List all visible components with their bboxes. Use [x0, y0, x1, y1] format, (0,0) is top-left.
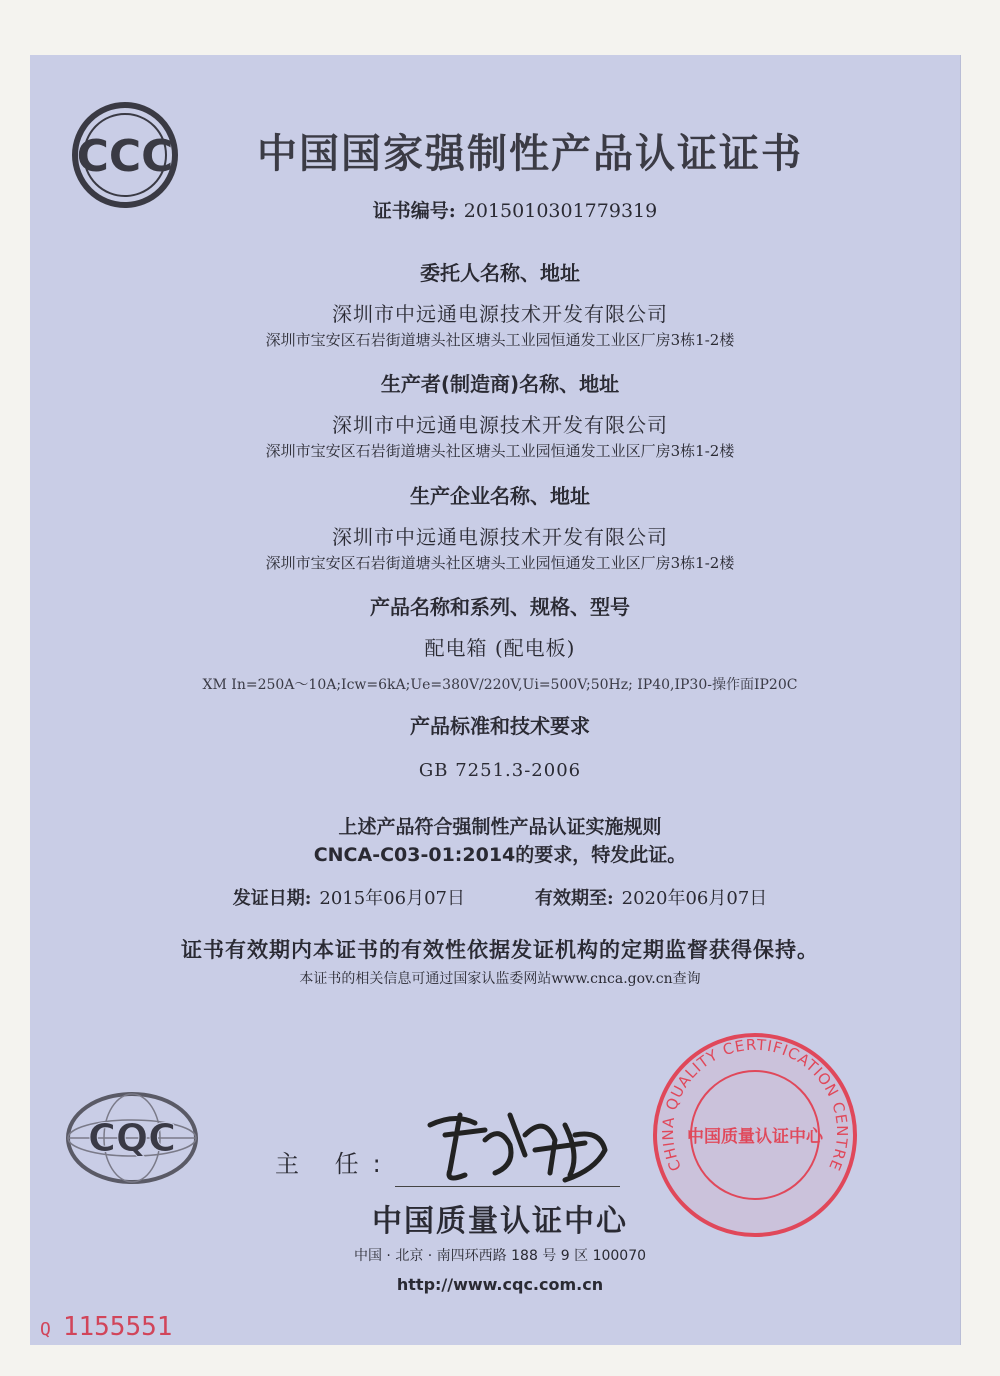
director-signature: [415, 1095, 615, 1190]
issue-date-label: 发证日期:: [232, 888, 312, 909]
certificate-title: 中国国家强制性产品认证证书: [257, 131, 803, 177]
standard-value: GB 7251.3-2006: [418, 760, 582, 781]
product-model: XM In=250A～10A;Icw=6kA;Ue=380V/220V,Ui=500V;50Hz; IP40,IP30-操作面IP20C: [202, 677, 798, 693]
serial-number: [40, 1312, 172, 1342]
organization-name: 中国质量认证中心: [372, 1204, 628, 1239]
serial-prefix: Q: [40, 1319, 51, 1340]
applicant-address: 深圳市宝安区石岩街道塘头社区塘头工业园恒通发工业区厂房3栋1-2楼: [265, 331, 735, 349]
applicant-name: 深圳市中远通电源技术开发有限公司: [332, 302, 668, 326]
cqc-logo: [62, 1088, 202, 1188]
product-heading: 产品名称和系列、规格、型号: [370, 595, 630, 619]
cert-number-label: 证书编号:: [372, 200, 456, 222]
organization-url: http://www.cqc.com.cn: [396, 1275, 604, 1294]
manufacturer-address: 深圳市宝安区石岩街道塘头社区塘头工业园恒通发工业区厂房3栋1-2楼: [265, 442, 735, 460]
cert-number: [0, 196, 1000, 223]
expiry-date-value: 2020年06月07日: [621, 888, 768, 909]
standard-heading: 产品标准和技术要求: [410, 714, 590, 738]
dates-row: [0, 884, 1000, 910]
validity-note: 证书有效期内本证书的有效性依据发证机构的定期监督获得保持。: [181, 938, 819, 962]
svg-text:中国质量认证中心: 中国质量认证中心: [687, 1127, 823, 1147]
expiry-date-label: 有效期至:: [535, 888, 614, 909]
issue-date-value: 2015年06月07日: [319, 888, 465, 909]
product-name: 配电箱 (配电板): [424, 636, 576, 660]
organization-address: 中国 · 北京 · 南四环西路 188 号 9 区 100070: [353, 1248, 647, 1264]
official-seal: [650, 1030, 860, 1240]
serial-value: 1155551: [62, 1312, 173, 1342]
conformity-line-1: 上述产品符合强制性产品认证实施规则: [338, 816, 662, 838]
applicant-heading: 委托人名称、地址: [420, 261, 580, 285]
info-note: 本证书的相关信息可通过国家认监委网站www.cnca.gov.cn查询: [299, 971, 701, 987]
factory-address: 深圳市宝安区石岩街道塘头社区塘头工业园恒通发工业区厂房3栋1-2楼: [265, 554, 735, 572]
svg-text:CCC: CCC: [76, 131, 174, 182]
manufacturer-name: 深圳市中远通电源技术开发有限公司: [332, 413, 668, 437]
factory-heading: 生产企业名称、地址: [410, 484, 590, 508]
svg-text:CQC: CQC: [87, 1116, 177, 1160]
svg-text:CHINA QUALITY CERTIFICATION CE: CHINA QUALITY CERTIFICATION CENTRE: [658, 1035, 852, 1174]
signature-line: [395, 1186, 620, 1187]
cert-number-value: 2015010301779319: [463, 200, 658, 222]
manufacturer-heading: 生产者(制造商)名称、地址: [380, 372, 620, 396]
conformity-line-2: CNCA-C03-01:2014的要求，特发此证。: [313, 844, 687, 866]
factory-name: 深圳市中远通电源技术开发有限公司: [332, 525, 668, 549]
director-label: 主 任:: [275, 1150, 395, 1178]
